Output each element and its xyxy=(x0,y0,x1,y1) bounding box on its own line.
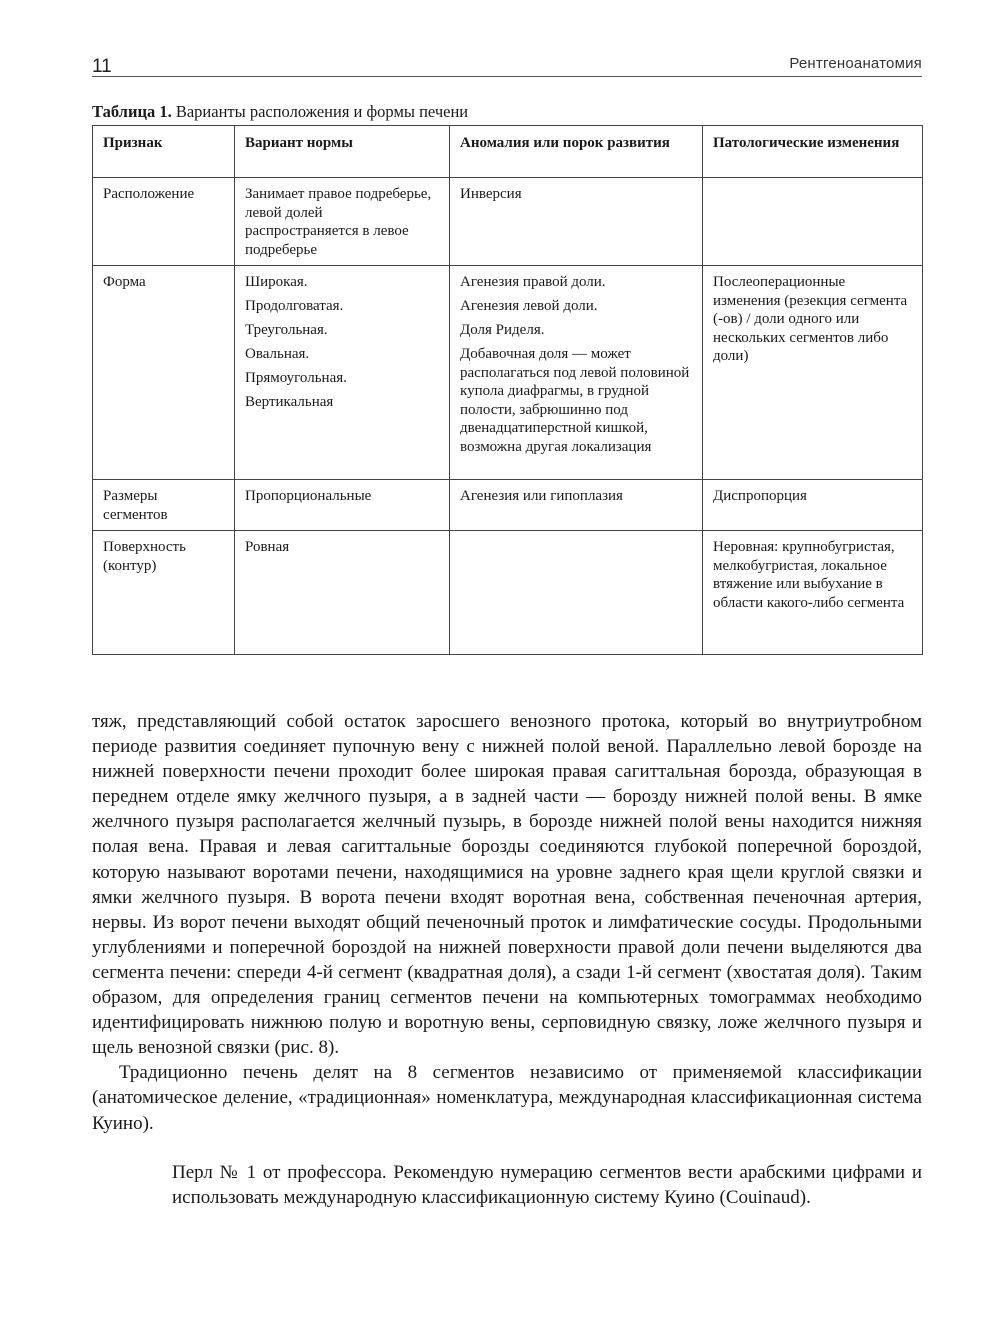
cell-pathology xyxy=(703,266,923,480)
cell-feature: Расположение xyxy=(93,178,235,266)
cell-norm xyxy=(235,531,450,655)
cell-text: Добавочная доля — может располагаться под левой половиной купола диафрагмы, в грудной полости, забрюшинно под двенадцатиперстной кишкой, возможна другая локализация xyxy=(460,346,690,455)
professor-pearl-note: Перл № 1 от профессора. Рекомендую нумерацию сегментов вести арабскими цифрами и использовать международную классификационную систему Куино (Couinaud). xyxy=(172,1162,922,1209)
cell-text: Вертикальная xyxy=(245,394,334,410)
column-header-feature: Признак xyxy=(93,126,235,178)
cell-anomaly xyxy=(450,178,703,266)
cell-norm xyxy=(235,178,450,266)
table-caption-label: Таблица 1. xyxy=(92,102,172,121)
cell-text: Овальная. xyxy=(245,346,310,362)
liver-variants-table xyxy=(92,125,923,655)
cell-text: Инверсия xyxy=(460,186,522,202)
column-header-norm: Вариант нормы xyxy=(235,126,450,178)
table-row xyxy=(93,480,923,531)
cell-text: Диспропорция xyxy=(713,488,807,504)
cell-text: Широкая. xyxy=(245,274,308,290)
cell-anomaly xyxy=(450,480,703,531)
column-header-anomaly: Аномалия или порок развития xyxy=(450,126,703,178)
cell-text: Пропорциональные xyxy=(245,488,372,504)
cell-text: Агенезия левой доли. xyxy=(460,298,598,314)
cell-norm xyxy=(235,480,450,531)
cell-feature: Размеры сегментов xyxy=(93,480,235,531)
table-header-row xyxy=(93,126,923,178)
body-paragraph: тяж, представляющий собой остаток заросшего венозного протока, который во внутриутробном периоде развития соединяет пупочную вену с нижней полой веной. Параллельно левой борозде на нижней поверхности печени проходит более широкая правая сагиттальная борозда, образующая в переднем отделе ямку желчного пузыря, а в задней части — борозду нижней полой вены. В ямке желчного пузыря располагается желчный пузырь, в борозде нижней полой вены находится нижняя полая вена. Правая и левая сагиттальные борозды соединяются глубокой поперечной бороздой, которую называют воротами печени, находящимися на уровне заднего края щели круглой связки и ямки желчного пузыря. В ворота печени входят воротная вена, собственная печеночная артерия, нервы. Из ворот печени выходят общий печеночный проток и лимфатические сосуды. Продольными углублениями и поперечной бороздой на нижней поверхности правой доли печени выделяются два сегмента печени: спереди 4-й сегмент (квадратная доля), а сзади 1-й сегмент (хвостатая доля). Таким образом, для определения границ сегментов печени на компьютерных томограммах необходимо идентифицировать нижнюю полую и воротную вены, серповидную связку, ложе желчного пузыря и щель венозной связки (рис. 8). xyxy=(92,711,922,1059)
cell-anomaly xyxy=(450,266,703,480)
cell-text: Агенезия правой доли. xyxy=(460,274,606,290)
table-row xyxy=(93,531,923,655)
cell-text: Ровная xyxy=(245,539,290,555)
table-caption xyxy=(92,102,468,122)
body-text xyxy=(92,709,922,1136)
column-header-pathology: Патологические изменения xyxy=(703,126,923,178)
page-header xyxy=(92,52,922,76)
running-title: Рентгеноанатомия xyxy=(789,55,922,72)
cell-text: Треугольная. xyxy=(245,322,328,338)
cell-text: Занимает правое подреберье, левой долей распространяется в левое подреберье xyxy=(245,186,432,258)
cell-pathology xyxy=(703,531,923,655)
table-caption-text: Варианты расположения и формы печени xyxy=(175,102,469,121)
cell-text: Послеоперационные изменения (резекция сегмента (-ов) / доли одного или нескольких сегментов либо доли) xyxy=(713,274,908,364)
cell-anomaly xyxy=(450,531,703,655)
cell-pathology xyxy=(703,480,923,531)
cell-pathology xyxy=(703,178,923,266)
body-paragraph: Традиционно печень делят на 8 сегментов независимо от применяемой классификации (анатомическое деление, «традиционная» номенклатура, международная классификационная система Куино). xyxy=(92,1062,922,1134)
cell-text: Прямоугольная. xyxy=(245,370,347,386)
cell-text: Доля Риделя. xyxy=(460,322,545,338)
page-number: 11 xyxy=(92,56,112,77)
cell-feature: Форма xyxy=(93,266,235,480)
cell-norm xyxy=(235,266,450,480)
table-row xyxy=(93,178,923,266)
cell-text: Агенезия или гипоплазия xyxy=(460,488,623,504)
cell-text: Неровная: крупнобугристая, мелкобугристая, локальное втяжение или выбухание в области какого-либо сегмента xyxy=(713,539,905,611)
cell-feature: Поверхность (контур) xyxy=(93,531,235,655)
table-row xyxy=(93,266,923,480)
header-divider xyxy=(92,76,922,77)
cell-text: Продолговатая. xyxy=(245,298,344,314)
